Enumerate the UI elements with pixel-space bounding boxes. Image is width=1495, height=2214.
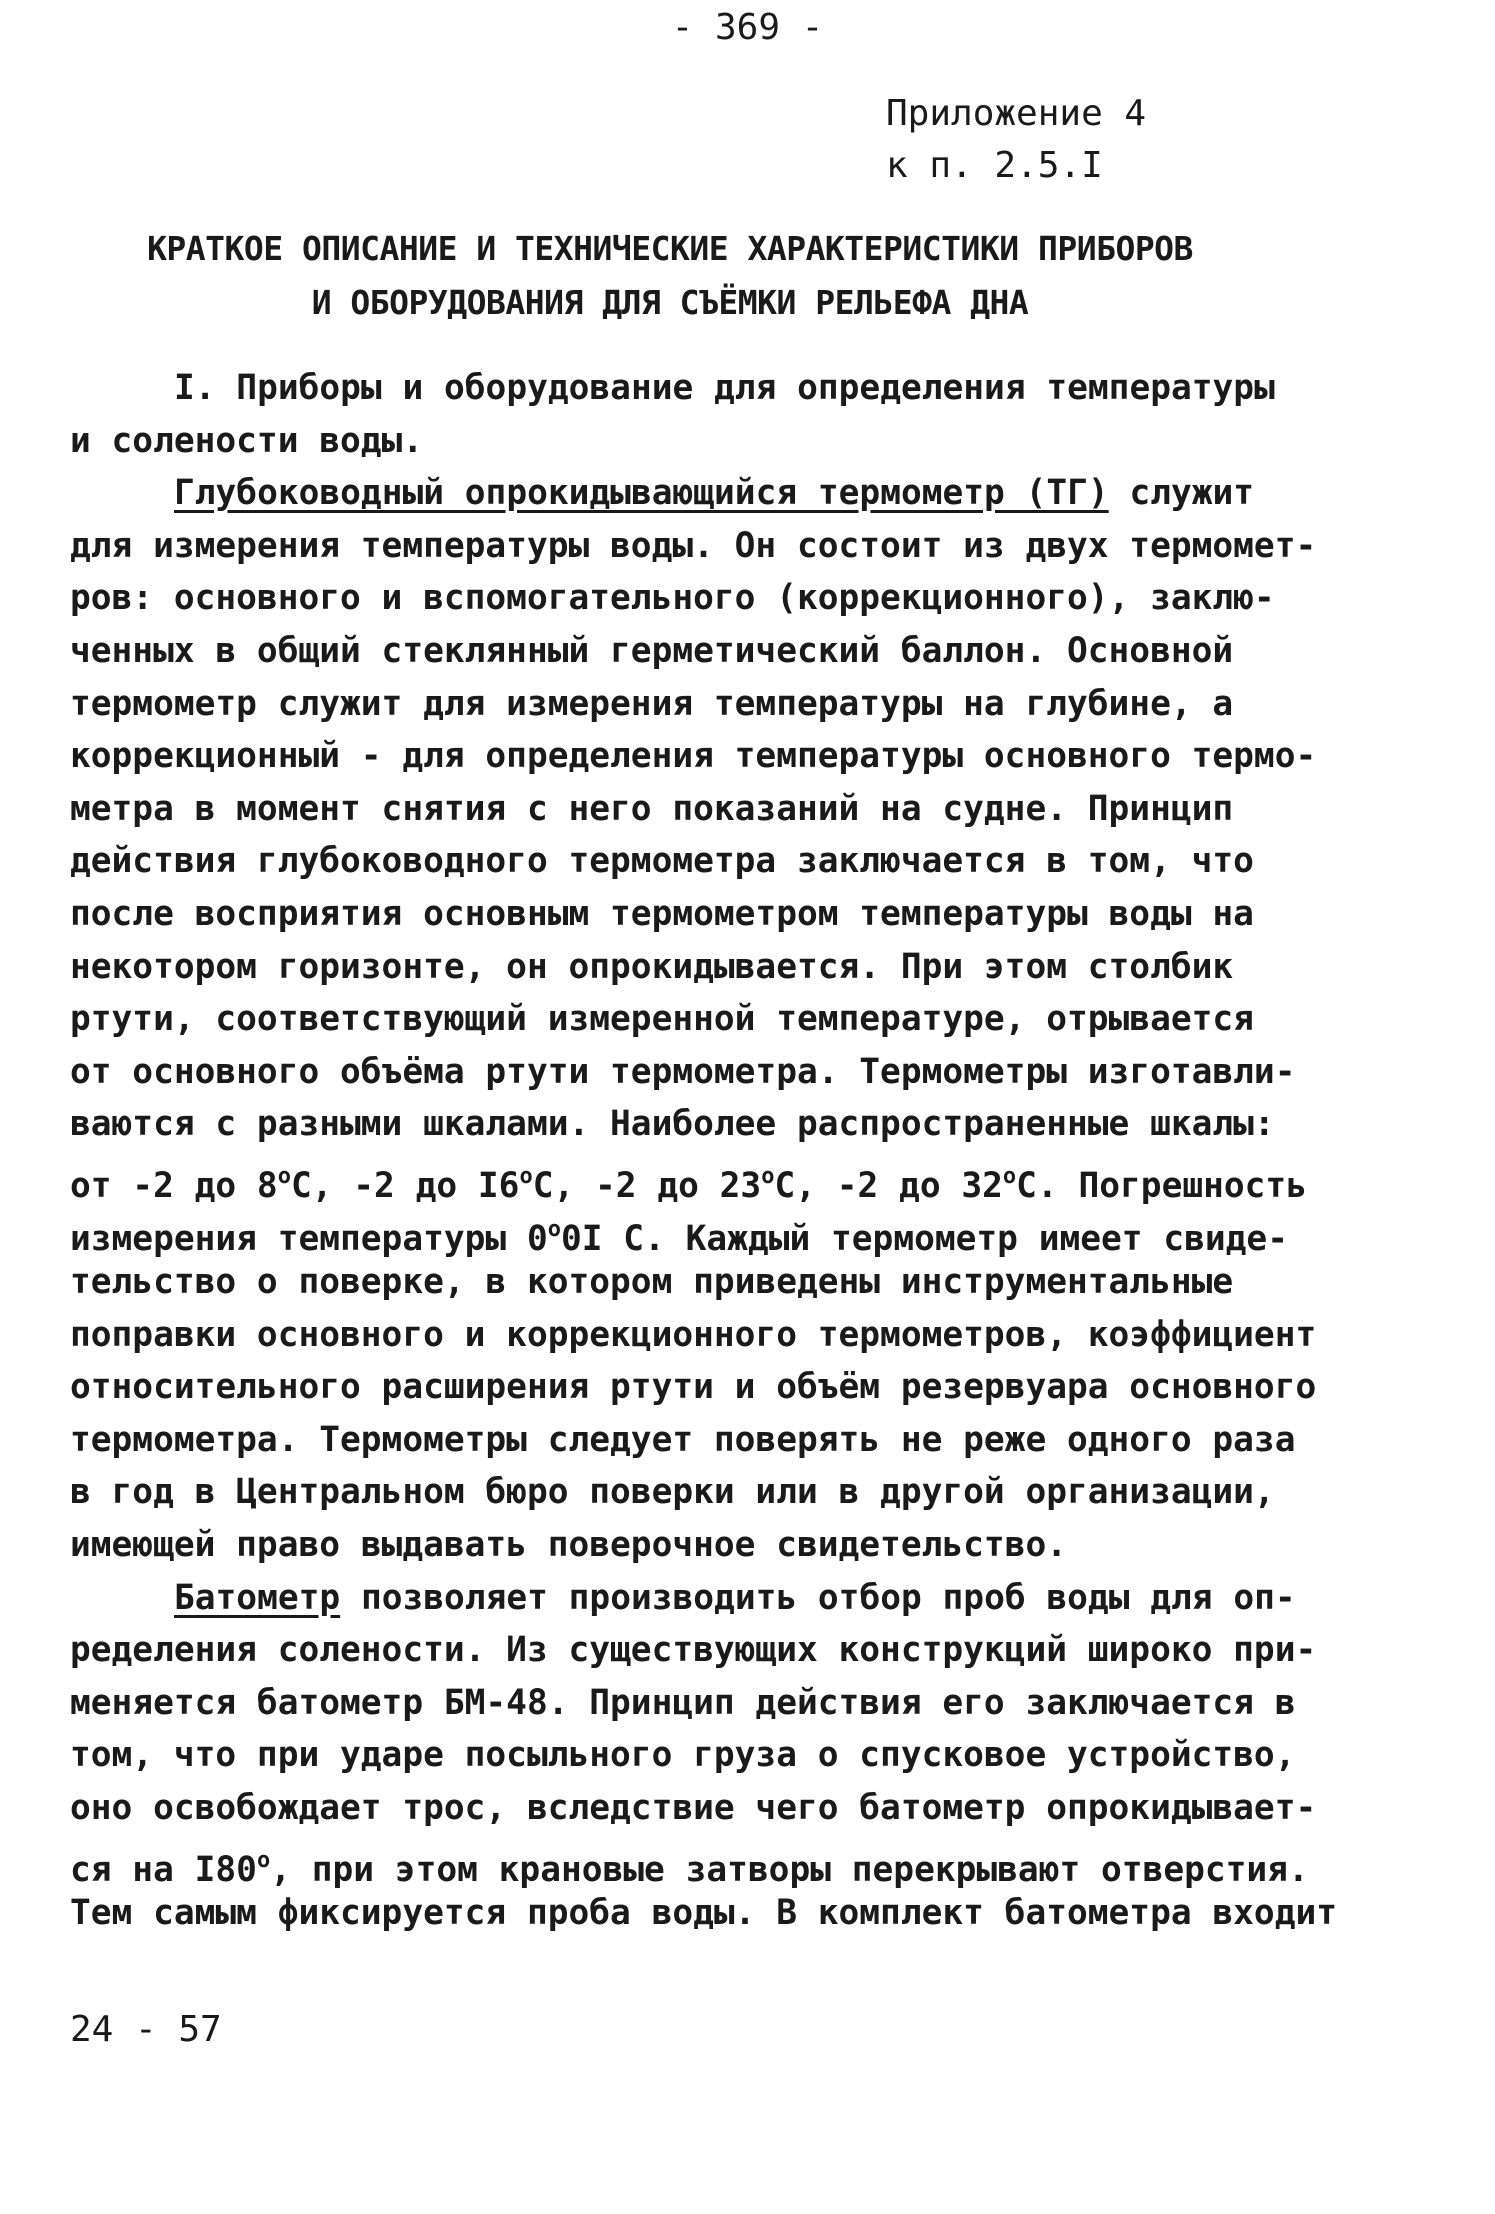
text-line <box>70 467 1400 520</box>
body-text <box>70 362 1400 1940</box>
text-line <box>70 1204 1400 1257</box>
text-run: С, -2 до 32 <box>774 1165 1003 1206</box>
text-line: ров: основного и вспомогательного (коррекционного), заклю- <box>70 578 1275 619</box>
text-line: ределения солености. Из существующих конструкций широко при- <box>70 1630 1317 1671</box>
text-line: относительного расширения ртути и объём резервуара основного <box>70 1367 1317 1408</box>
text-line: после восприятия основным термометром температуры воды на <box>70 893 1254 934</box>
appendix-clause: к п. 2.5.I <box>886 145 1103 186</box>
degree-sign: о <box>277 1163 291 1189</box>
text-line: для измерения температуры воды. Он состоит из двух термомет- <box>70 525 1317 566</box>
text-line: том, что при ударе посыльного груза о спусковое устройство, <box>70 1735 1296 1776</box>
text-run: позволяет производить отбор проб воды для оп- <box>340 1577 1296 1618</box>
text-line: ваются с разными шкалами. Наиболее распространенные шкалы: <box>70 1104 1275 1145</box>
defined-term-thermometer: Глубоководный опрокидывающийся термометр (ТГ) <box>174 473 1109 514</box>
text-line: термометр служит для измерения температуры на глубине, а <box>70 683 1234 724</box>
text-line: оно освобождает трос, вследствие чего батометр опрокидывает- <box>70 1788 1317 1829</box>
title-line-2: И ОБОРУДОВАНИЯ ДЛЯ СЪЁМКИ РЕЛЬЕФА ДНА <box>311 283 1029 322</box>
text-line: и солености воды. <box>70 420 424 461</box>
text-line: I. Приборы и оборудование для определения температуры <box>174 368 1275 408</box>
text-run: ся на I80 <box>70 1849 257 1890</box>
text-run: служит <box>1108 473 1255 514</box>
degree-sign: о <box>547 1216 561 1242</box>
text-line: ченных в общий стеклянный герметический баллон. Основной <box>70 630 1234 671</box>
text-line: имеющей право выдавать поверочное свидетельство. <box>70 1525 1067 1566</box>
degree-sign: о <box>1002 1163 1017 1189</box>
section-title <box>0 222 1340 330</box>
text-line: поправки основного и коррекционного термометров, коэффициент <box>70 1314 1317 1355</box>
footer-code: 24 - 57 <box>70 2009 222 2050</box>
text-run: от -2 до 8 <box>70 1165 278 1206</box>
text-line: некотором горизонте, он опрокидывается. При этом столбик <box>70 946 1234 987</box>
text-line: ртути, соответствующий измеренной температуре, отрывается <box>70 999 1254 1040</box>
text-line: в год в Центральном бюро поверки или в другой организации, <box>70 1472 1275 1513</box>
text-line: термометра. Термометры следует поверять не реже одного раза <box>70 1419 1296 1460</box>
text-line: коррекционный - для определения температуры основного термо- <box>70 736 1317 777</box>
text-run: С, -2 до I6 <box>290 1165 520 1206</box>
text-line: тельство о поверке, в котором приведены инструментальные <box>70 1262 1234 1303</box>
text-line <box>70 1572 1400 1625</box>
text-run: измерения температуры 0 <box>70 1218 548 1259</box>
appendix-label: Приложение 4 <box>886 93 1147 134</box>
appendix-reference <box>886 88 1146 192</box>
text-line: Тем самым фиксируется проба воды. В комплект батометра входит <box>70 1893 1338 1934</box>
text-run: , при этом крановые затворы перекрывают отверстия. <box>270 1849 1309 1890</box>
text-line <box>70 1151 1400 1204</box>
page-number: - 369 - <box>671 7 824 48</box>
text-run: 0I С. Каждый термометр имеет свиде- <box>560 1218 1288 1259</box>
text-line: метра в момент снятия с него показаний на судне. Принцип <box>70 788 1234 829</box>
text-line: действия глубоководного термометра заключается в том, что <box>70 841 1254 882</box>
text-run: С, -2 до 23 <box>532 1165 762 1206</box>
text-line: меняется батометр БМ-48. Принцип действия его заключается в <box>70 1682 1296 1723</box>
text-line <box>70 1835 1400 1888</box>
degree-sign: о <box>256 1847 271 1873</box>
text-run: С. Погрешность <box>1016 1165 1307 1206</box>
degree-sign: о <box>761 1163 775 1189</box>
degree-sign: о <box>519 1163 533 1189</box>
defined-term-bathometer: Батометр <box>174 1577 341 1618</box>
title-line-1: КРАТКОЕ ОПИСАНИЕ И ТЕХНИЧЕСКИЕ ХАРАКТЕРИСТИКИ ПРИБОРОВ <box>147 229 1193 268</box>
text-line: от основного объёма ртути термометра. Термометры изготавли- <box>70 1051 1296 1092</box>
